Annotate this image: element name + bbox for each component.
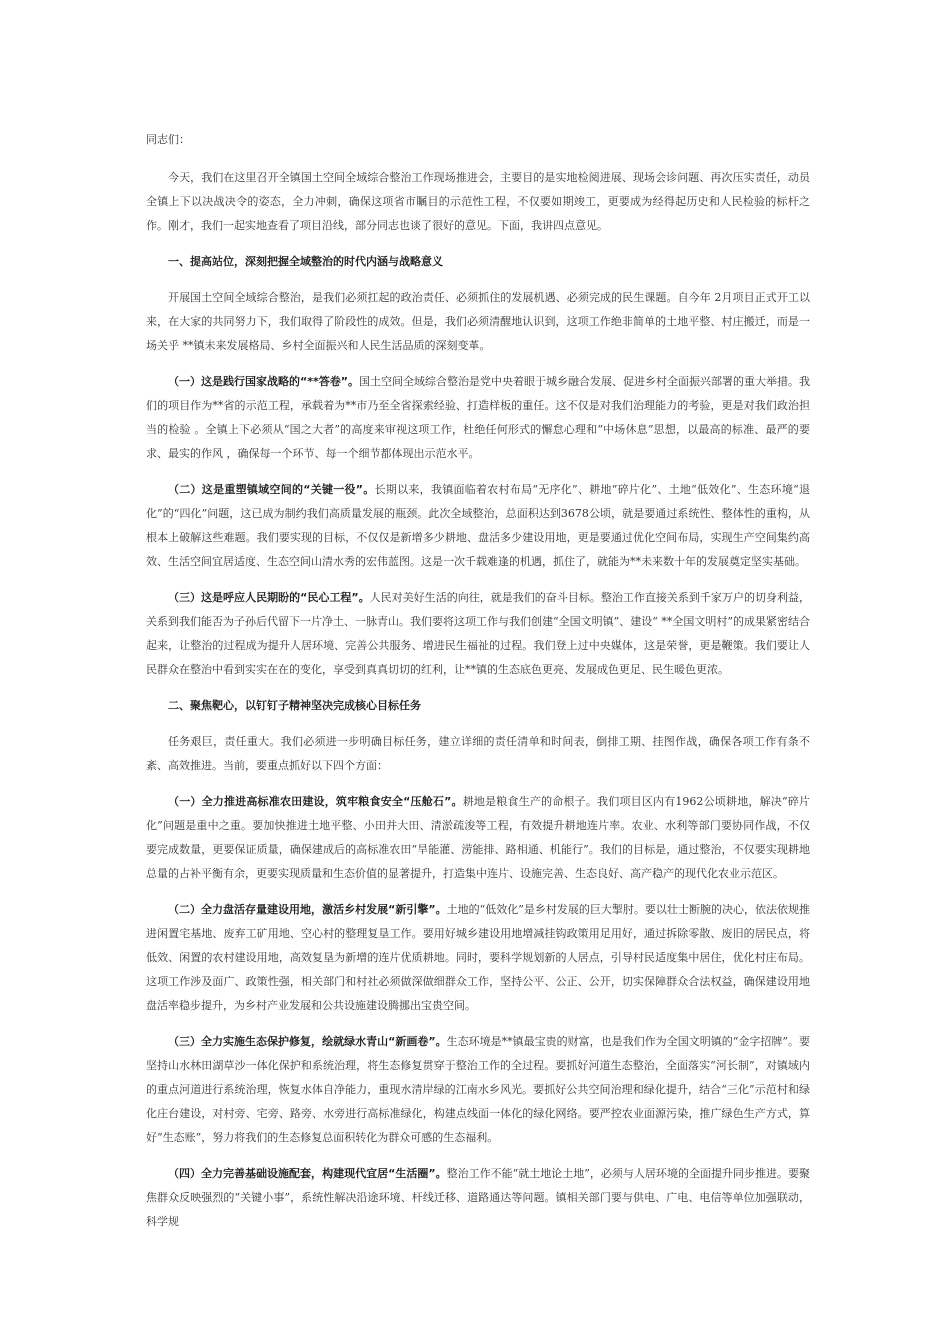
section-2-point-4 [146, 1162, 810, 1234]
section-2-heading-text: 二、聚焦靶心，以钉钉子精神坚决完成核心目标任务 [168, 699, 421, 712]
section-1-point-2 [146, 478, 810, 574]
point-lead: （三）这是呼应人民期盼的“民心工程”。 [168, 591, 370, 604]
point-text: 国土空间全域综合整治是党中央着眼于城乡融合发展、促进乡村全面振兴部署的重大举措。我们的项目作为**省的示范工程，承载着为**市乃至全省探索经验、打造样板的重任。这不仅是对我们治理能力的考验，更是对我们政治担当的检验 。全镇上下必须从“国之大者”的高度来审视这项工作，杜绝任何形式的懈怠心理和“中场休息”思想，以最高的标准、最严的要求、最实的作风 ，确保每一个环节、每一个细节都体现出示范水平。 [146, 375, 811, 460]
point-text: 长期以来，我镇面临着农村布局“无序化”、耕地“碎片化”、土地“低效化”、生态环境“退化”的“四化”问题，这已成为制约我们高质量发展的瓶颈。此次全域整治，总面积达到3678公顷，就是要通过系统性、整体性的重构，从根本上破解这些难题。我们要实现的目标，不仅仅是新增多少耕地、盘活多少建设用地，更是要通过优化空间布局，实现生产空间集约高效、生活空间宜居适度、生态空间山清水秀的宏伟蓝图。这是一次千载难逢的机遇，抓住了，就能为**未来数十年的发展奠定坚实基础。 [146, 483, 810, 568]
point-lead: （四）全力完善基础设施配套，构建现代宜居“生活圈”。 [168, 1167, 447, 1180]
section-1-body: 开展国土空间全域综合整治，是我们必须扛起的政治责任、必须抓住的发展机遇、必须完成的民生课题。自今年 2月项目正式开工以来，在大家的共同努力下，我们取得了阶段性的成效。但是，我们必须清醒地认识到，这项工作绝非简单的土地平整、村庄搬迁，而是一场关乎 **镇未来发展格局、乡村全面振兴和人民生活品质的深刻变革。 [146, 291, 810, 352]
section-2-point-1 [146, 790, 810, 886]
document-page [146, 128, 810, 1234]
section-1-heading [146, 250, 810, 274]
intro-paragraph: 今天，我们在这里召开全镇国土空间全域综合整治工作现场推进会，主要目的是实地检阅进展、现场会诊问题、再次压实责任，动员全镇上下以决战决令的姿态，全力冲刺，确保这项省市瞩目的示范性工程，不仅要如期竣工，更要成为经得起历史和人民检验的标杆之作。刚才，我们一起实地查看了项目沿线，部分同志也谈了很好的意见。下面，我讲四点意见。 [146, 171, 810, 232]
section-1-point-3 [146, 586, 810, 682]
section-2-point-2 [146, 898, 810, 1018]
point-lead: （三）全力实施生态保护修复，绘就绿水青山“新画卷”。 [168, 1035, 447, 1048]
section-2-point-3 [146, 1030, 810, 1150]
point-text: 耕地是粮食生产的命根子。我们项目区内有1962公顷耕地，解决“碎片化”问题是重中之重。要加快推进土地平整、小田并大田、清淤疏浚等工程，有效提升耕地连片率。农业、水利等部门要协同作战，不仅要完成数量，更要保证质量，确保建成后的高标准农田“旱能灌、涝能排、路相通、机能行”。我们的目标是，通过整治，不仅要实现耕地总量的占补平衡有余，更要实现质量和生态价值的显著提升，打造集中连片、设施完善、生态良好、高产稳产的现代化农业示范区。 [146, 795, 810, 880]
section-1-heading-text: 一、提高站位，深刻把握全域整治的时代内涵与战略意义 [168, 255, 443, 268]
point-lead: （一）这是践行国家战略的“**答卷”。 [168, 375, 359, 388]
greeting: 同志们： [146, 133, 190, 146]
section-2-heading [146, 694, 810, 718]
point-lead: （二）这是重塑镇域空间的“关键一役”。 [168, 483, 375, 496]
point-lead: （一）全力推进高标准农田建设，筑牢粮食安全“压舱石”。 [168, 795, 463, 808]
point-text: 整治工作不能“就土地论土地”，必须与人居环境的全面提升同步推进。要聚焦群众反映强烈的“关键小事”，系统性解决沿途环境、杆线迁移、道路通达等问题。镇相关部门要与供电、广电、电信等单位加强联动，科学规 [146, 1167, 810, 1228]
point-text: 生态环境是**镇最宝贵的财富，也是我们作为全国文明镇的“金字招牌”。要坚持山水林田湖草沙一体化保护和系统治理，将生态修复贯穿于整治工作的全过程。要抓好河道生态整治，全面落实“河长制”，对镇域内的重点河道进行系统治理，恢复水体自净能力，重现水清岸绿的江南水乡风光。要抓好公共空间治理和绿化提升，结合“三化”示范村和绿化庄台建设，对村旁、宅旁、路旁、水旁进行高标准绿化，构建点线面一体化的绿化网络。要严控农业面源污染，推广绿色生产方式，算好“生态账”，努力将我们的生态修复总面积转化为群众可感的生态福利。 [146, 1035, 810, 1144]
point-lead: （二）全力盘活存量建设用地，激活乡村发展“新引擎”。 [168, 903, 447, 916]
point-text: 土地的“低效化”是乡村发展的巨大掣肘。要以壮士断腕的决心，依法依规推进闲置宅基地、废弃工矿用地、空心村的整理复垦工作。要用好城乡建设用地增减挂钩政策用足用好，通过拆除零散、废旧的居民点，将低效、闲置的农村建设用地，高效复垦为新增的连片优质耕地。同时，要科学规划新的人居点，引导村民适度集中居住，优化村庄布局。这项工作涉及面广、政策性强，相关部门和村社必须做深做细群众工作，坚持公平、公正、公开，切实保障群众合法权益，确保建设用地盘活率稳步提升，为乡村产业发展和公共设施建设腾挪出宝贵空间。 [146, 903, 810, 1012]
point-text: 人民对美好生活的向往，就是我们的奋斗目标。整治工作直接关系到千家万户的切身利益，关系到我们能否为子孙后代留下一片净土、一脉青山。我们要将这项工作与我们创建“全国文明镇”、建设“ **全国文明村”的成果紧密结合起来，让整治的过程成为提升人居环境、完善公共服务、增进民生福祉的过程。我们登上过中央媒体，这是荣誉，更是鞭策。我们要让人民群众在整治中看到实实在在的变化，享受到真真切切的红利，让**镇的生态底色更亮、发展成色更足、民生暖色更浓。 [146, 591, 810, 676]
section-2-body: 任务艰巨，责任重大。我们必须进一步明确目标任务，建立详细的责任清单和时间表，倒排工期、挂图作战，确保各项工作有条不紊、高效推进。当前，要重点抓好以下四个方面： [146, 735, 810, 772]
section-1-point-1 [146, 370, 810, 466]
